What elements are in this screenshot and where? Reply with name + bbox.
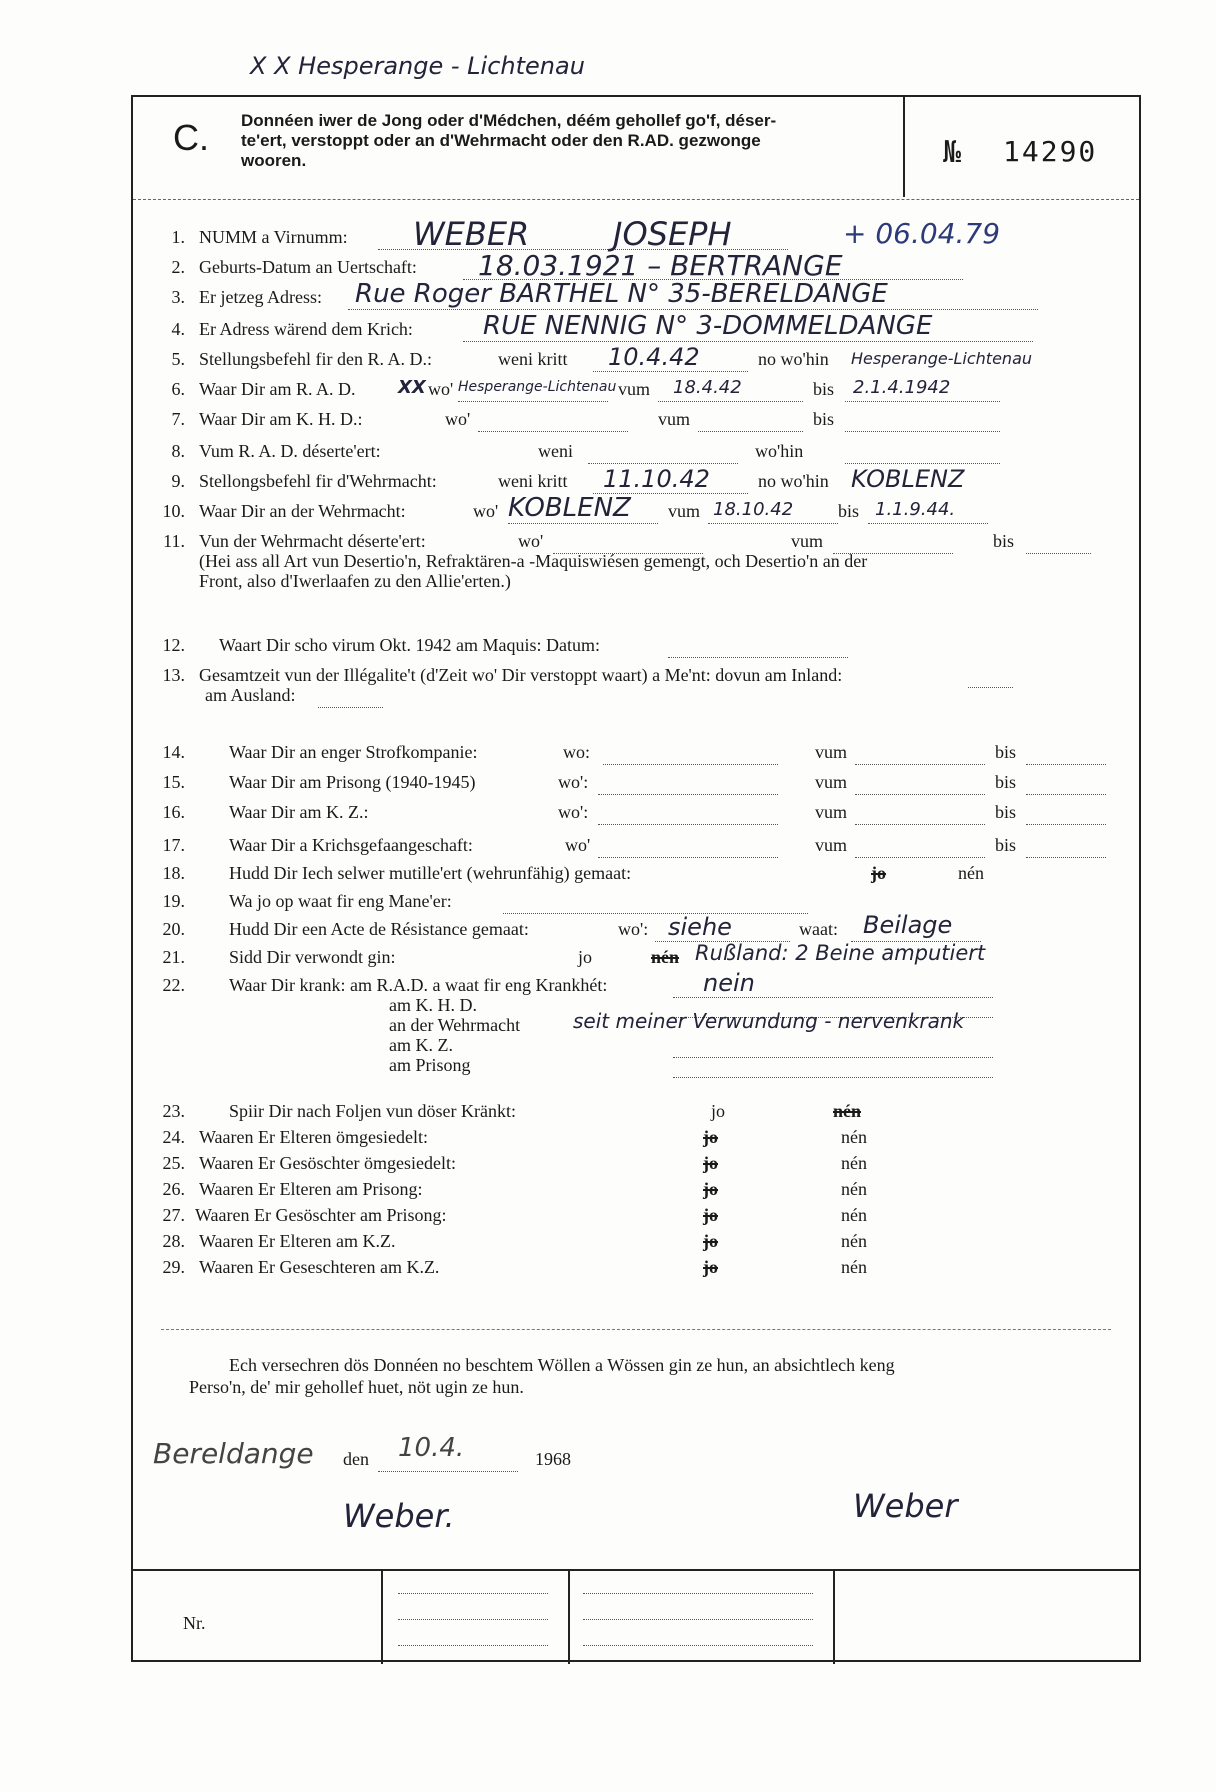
blank-line [658, 401, 803, 402]
footer-box [133, 1569, 1139, 1664]
wm-to-value: 1.1.9.44. [875, 499, 956, 520]
field-label: Waar Dir an enger Strofkompanie: [229, 742, 478, 762]
field-label: vum [658, 409, 691, 429]
line-20 [133, 911, 1139, 949]
blank-line [378, 1471, 518, 1472]
field-label: vum [815, 772, 848, 792]
field-label: Waart Dir scho virum Okt. 1942 am Maquis: Datum: [219, 635, 600, 655]
line-number: 1. [171, 227, 185, 247]
field-label: wo': [558, 772, 589, 792]
option-nen: nén [841, 1205, 867, 1225]
firstname-value: JOSEPH [613, 215, 732, 253]
footer-line [398, 1593, 548, 1594]
field-label: bis [995, 835, 1017, 855]
field-label: Waaren Er Geseschteren am K.Z. [199, 1257, 440, 1277]
blank-line [673, 997, 993, 998]
line-number: 15. [162, 772, 185, 792]
rad-place-value: Hesperange-Lichtenau [458, 379, 617, 395]
header-separator [133, 199, 1139, 200]
blank-line [503, 913, 808, 914]
line-17 [133, 835, 1139, 865]
field-label: waat: [799, 919, 838, 939]
line-7 [133, 409, 1139, 439]
option-nen-struck: nén [651, 947, 680, 967]
field-label: Waaren Er Gesöschter am Prisong: [195, 1205, 447, 1225]
field-label: Sidd Dir verwondt gin: [229, 947, 396, 967]
line-number: 25. [162, 1153, 185, 1173]
line-12 [133, 635, 1139, 665]
wm-from-value: 18.10.42 [713, 499, 794, 520]
option-jo-struck: jo [703, 1205, 718, 1225]
line-number: 21. [162, 947, 185, 967]
field-label: weni kritt [498, 471, 568, 491]
field-label: Er jetzeg Adress: [199, 287, 322, 307]
blank-line [855, 764, 985, 765]
field-label: wo' [445, 409, 471, 429]
line-number: 8. [171, 441, 185, 461]
field-label: bis [813, 409, 835, 429]
option-nen: nén [841, 1127, 867, 1147]
option-jo-struck: jo [703, 1179, 718, 1199]
line-15 [133, 772, 1139, 802]
option-nen: nén [958, 863, 984, 883]
blank-line [1026, 824, 1106, 825]
line-29 [133, 1257, 1139, 1287]
footer-divider [568, 1571, 570, 1664]
field-label: Er Adress wärend dem Krich: [199, 319, 413, 339]
footer-line [398, 1645, 548, 1646]
rad-order-date-value: 10.4.42 [608, 343, 700, 371]
signature-place: Bereldange [153, 1437, 314, 1470]
rad-to-value: 2.1.4.1942 [853, 377, 951, 398]
field-label: Stellongsbefehl fir d'Wehrmacht: [199, 471, 437, 491]
signature-year: 1968 [535, 1449, 571, 1469]
header-divider [903, 97, 905, 197]
field-label: wo'hin [755, 441, 804, 461]
field-label: bis [838, 501, 860, 521]
field-label: Waaren Er Elteren am Prisong: [199, 1179, 423, 1199]
blank-line [463, 341, 1033, 342]
line-number: 14. [162, 742, 185, 762]
line-16 [133, 802, 1139, 832]
field-label: am Ausland: [205, 685, 296, 705]
field-label: no wo'hin [758, 471, 829, 491]
line-21 [133, 941, 1139, 977]
resistance-where-value: siehe [668, 913, 732, 941]
line-number: 11. [163, 531, 185, 551]
section-letter: C. [173, 117, 209, 158]
wm-order-place-value: KOBLENZ [851, 465, 965, 493]
option-nen: nén [841, 1153, 867, 1173]
form-title [241, 111, 776, 171]
line-number: 29. [162, 1257, 185, 1277]
field-label: bis [995, 772, 1017, 792]
line-number: 24. [162, 1127, 185, 1147]
field-label: Spiir Dir nach Foljen vun döser Kränkt: [229, 1101, 516, 1121]
field-label: vum [815, 835, 848, 855]
line-number: 20. [162, 919, 185, 939]
field-label: wo' [473, 501, 499, 521]
blank-line [868, 523, 988, 524]
field-label: am Prisong [389, 1055, 471, 1075]
line-number: 26. [162, 1179, 185, 1199]
line-19 [133, 891, 1139, 921]
blank-line [458, 401, 608, 402]
death-date-value: + 06.04.79 [843, 217, 1001, 250]
line-number: 16. [162, 802, 185, 822]
option-nen: nén [841, 1231, 867, 1251]
line-number: 13. [162, 665, 185, 685]
blank-line [855, 824, 985, 825]
blank-line [673, 1057, 993, 1058]
field-label: Gesamtzeit vun der Illégalite't (d'Zeit wo' Dir verstoppt waart) a Me'nt: dovun am Inland: [199, 665, 843, 685]
field-label: Waaren Er Elteren ömgesiedelt: [199, 1127, 428, 1147]
illness-wehrmacht-value: seit meiner Verwundung - nervenkrank [573, 1009, 965, 1033]
field-label: Waar Dir am K. H. D.: [199, 409, 363, 429]
field-label: vum [791, 531, 824, 551]
blank-line [508, 523, 658, 524]
field-label: vum [618, 379, 651, 399]
blank-line [855, 794, 985, 795]
option-jo-struck: jo [703, 1231, 718, 1251]
line-number: 2. [171, 257, 185, 277]
section-separator [161, 1329, 1111, 1330]
birth-value: 18.03.1921 – BERTRANGE [478, 249, 843, 282]
line-number: 7. [171, 409, 185, 429]
option-nen: nén [841, 1179, 867, 1199]
blank-line [1026, 857, 1106, 858]
option-jo-struck: jo [703, 1153, 718, 1173]
field-label: Waar Dir an der Wehrmacht: [199, 501, 406, 521]
option-jo-struck: jo [871, 863, 886, 883]
line-number: 28. [162, 1231, 185, 1251]
field-label: bis [995, 802, 1017, 822]
line-14 [133, 742, 1139, 772]
blank-line [845, 401, 1000, 402]
declaration-line: Ech versechren dös Donnéen no beschtem Wöllen a Wössen gin ze hun, an absichtlech keng [229, 1355, 895, 1375]
line-number: 5. [171, 349, 185, 369]
note-text: Front, also d'Iwerlaafen zu den Allie'erten.) [199, 571, 511, 591]
blank-line [845, 431, 1000, 432]
field-label: wo' [565, 835, 591, 855]
field-label: bis [813, 379, 835, 399]
wound-note-value: Rußland: 2 Beine amputiert [695, 941, 986, 965]
field-label: bis [995, 742, 1017, 762]
field-label: am K. H. D. [389, 995, 477, 1015]
footer-divider [833, 1571, 835, 1664]
surname-value: WEBER [413, 215, 530, 253]
form-title-line: wooren. [241, 151, 307, 170]
blank-line [708, 523, 838, 524]
field-label: Hudd Dir een Acte de Résistance gemaat: [229, 919, 529, 939]
form-frame [131, 95, 1141, 1662]
option-jo: jo [578, 947, 593, 967]
blank-line [598, 824, 778, 825]
line-number: 27. [162, 1205, 185, 1225]
field-label: wo: [563, 742, 590, 762]
rad-order-place-value: Hesperange-Lichtenau [851, 349, 1033, 368]
illness-rad-value: nein [703, 969, 755, 997]
signature-right: Weber [853, 1487, 958, 1525]
line-number: 4. [171, 319, 185, 339]
field-label: Waaren Er Elteren am K.Z. [199, 1231, 396, 1251]
option-jo-struck: jo [703, 1127, 718, 1147]
field-label: vum [815, 742, 848, 762]
line-number: 12. [162, 635, 185, 655]
line-number: 10. [162, 501, 185, 521]
footer-line [583, 1645, 813, 1646]
resistance-what-value: Beilage [863, 911, 953, 939]
blank-line [478, 431, 628, 432]
field-label: Waar Dir am R. A. D. [199, 379, 356, 399]
field-label: no wo'hin [758, 349, 829, 369]
option-nen-struck: nén [833, 1101, 862, 1121]
form-title-line: te'ert, verstoppt oder an d'Wehrmacht oder den R.AD. gezwonge [241, 131, 761, 150]
signature-date: 10.4. [398, 1433, 465, 1463]
field-label: wo' [428, 379, 454, 399]
blank-line [603, 764, 778, 765]
footer-divider [381, 1571, 383, 1664]
blank-line [1026, 764, 1106, 765]
blank-line [698, 431, 803, 432]
line-11 [133, 531, 1139, 611]
line-number: 19. [162, 891, 185, 911]
field-label: Waaren Er Gesöschter ömgesiedelt: [199, 1153, 456, 1173]
field-label: wo' [518, 531, 544, 551]
field-label: Vum R. A. D. déserte'ert: [199, 441, 381, 461]
form-title-line: Donnéen iwer de Jong oder d'Médchen, déém gehollef go'f, déser- [241, 111, 777, 130]
blank-line [1026, 553, 1091, 554]
blank-line [968, 687, 1013, 688]
field-label: bis [993, 531, 1015, 551]
field-label: weni [538, 441, 573, 461]
field-label: weni kritt [498, 349, 568, 369]
line-18 [133, 863, 1139, 893]
line-number: 22. [162, 975, 185, 995]
field-label: Waar Dir am Prisong (1940-1945) [229, 772, 476, 792]
field-label: wo': [618, 919, 649, 939]
war-address-value: RUE NENNIG N° 3-DOMMELDANGE [483, 311, 933, 341]
footer-line [583, 1619, 813, 1620]
option-nen: nén [841, 1257, 867, 1277]
line-13 [133, 665, 1139, 715]
field-label: NUMM a Virnumm: [199, 227, 348, 247]
den-label: den [343, 1449, 369, 1469]
field-label: Waar Dir a Krichsgefaangeschaft: [229, 835, 473, 855]
line-number: 17. [162, 835, 185, 855]
blank-line [855, 857, 985, 858]
wm-order-date-value: 11.10.42 [603, 465, 710, 493]
note-text: (Hei ass all Art vun Desertio'n, Refraktären-a -Maquiswiésen gemengt, och Desertio'n an der [199, 551, 868, 571]
blank-line [845, 463, 1000, 464]
line-6 [133, 379, 1139, 409]
blank-line [588, 463, 738, 464]
blank-line [673, 1077, 993, 1078]
field-label: vum [668, 501, 701, 521]
declaration-line: Perso'n, de' mir gehollef huet, nöt ugin ze hun. [189, 1377, 524, 1397]
field-label: vum [815, 802, 848, 822]
blank-line [598, 794, 778, 795]
line-number: 23. [162, 1101, 185, 1121]
footer-nr-label: Nr. [183, 1613, 206, 1633]
wm-place-value: KOBLENZ [508, 493, 631, 523]
footer-line [583, 1593, 813, 1594]
line-number: 18. [162, 863, 185, 883]
blank-line [318, 707, 383, 708]
blank-line [1026, 794, 1106, 795]
line-number: 3. [171, 287, 185, 307]
blank-line [598, 857, 778, 858]
line-22 [133, 969, 1139, 1095]
field-label: Waar Dir am K. Z.: [229, 802, 369, 822]
field-label: Waar Dir krank: am R.A.D. a waat fir eng Krankhét: [229, 975, 608, 995]
line-5 [133, 343, 1139, 379]
rad-from-value: 18.4.42 [673, 377, 742, 398]
field-label: an der Wehrmacht [389, 1015, 521, 1035]
current-address-value: Rue Roger BARTHEL N° 35-BERELDANGE [355, 279, 888, 309]
form-number: 14290 [1003, 135, 1098, 168]
line-9 [133, 465, 1139, 501]
field-label: wo': [558, 802, 589, 822]
line-number: 9. [171, 471, 185, 491]
top-annotation: X X Hesperange - Lichtenau [250, 52, 585, 80]
footer-line [398, 1619, 548, 1620]
option-jo: jo [711, 1101, 726, 1121]
field-label: Geburts-Datum an Uertschaft: [199, 257, 417, 277]
blank-line [593, 371, 748, 372]
field-label: Stellungsbefehl fir den R. A. D.: [199, 349, 432, 369]
blank-line [348, 309, 1038, 310]
signature-left: Weber. [343, 1497, 455, 1535]
field-label: am K. Z. [389, 1035, 453, 1055]
cross-marks: XX [398, 377, 426, 398]
number-label: № [943, 135, 962, 170]
line-number: 6. [171, 379, 185, 399]
field-label: Hudd Dir Iech selwer mutille'ert (wehrunfähig) gemaat: [229, 863, 632, 883]
blank-line [668, 657, 848, 658]
field-label: Vun der Wehrmacht déserte'ert: [199, 531, 426, 551]
line-10 [133, 493, 1139, 531]
field-label: Wa jo op waat fir eng Mane'er: [229, 891, 452, 911]
option-jo-struck: jo [703, 1257, 718, 1277]
